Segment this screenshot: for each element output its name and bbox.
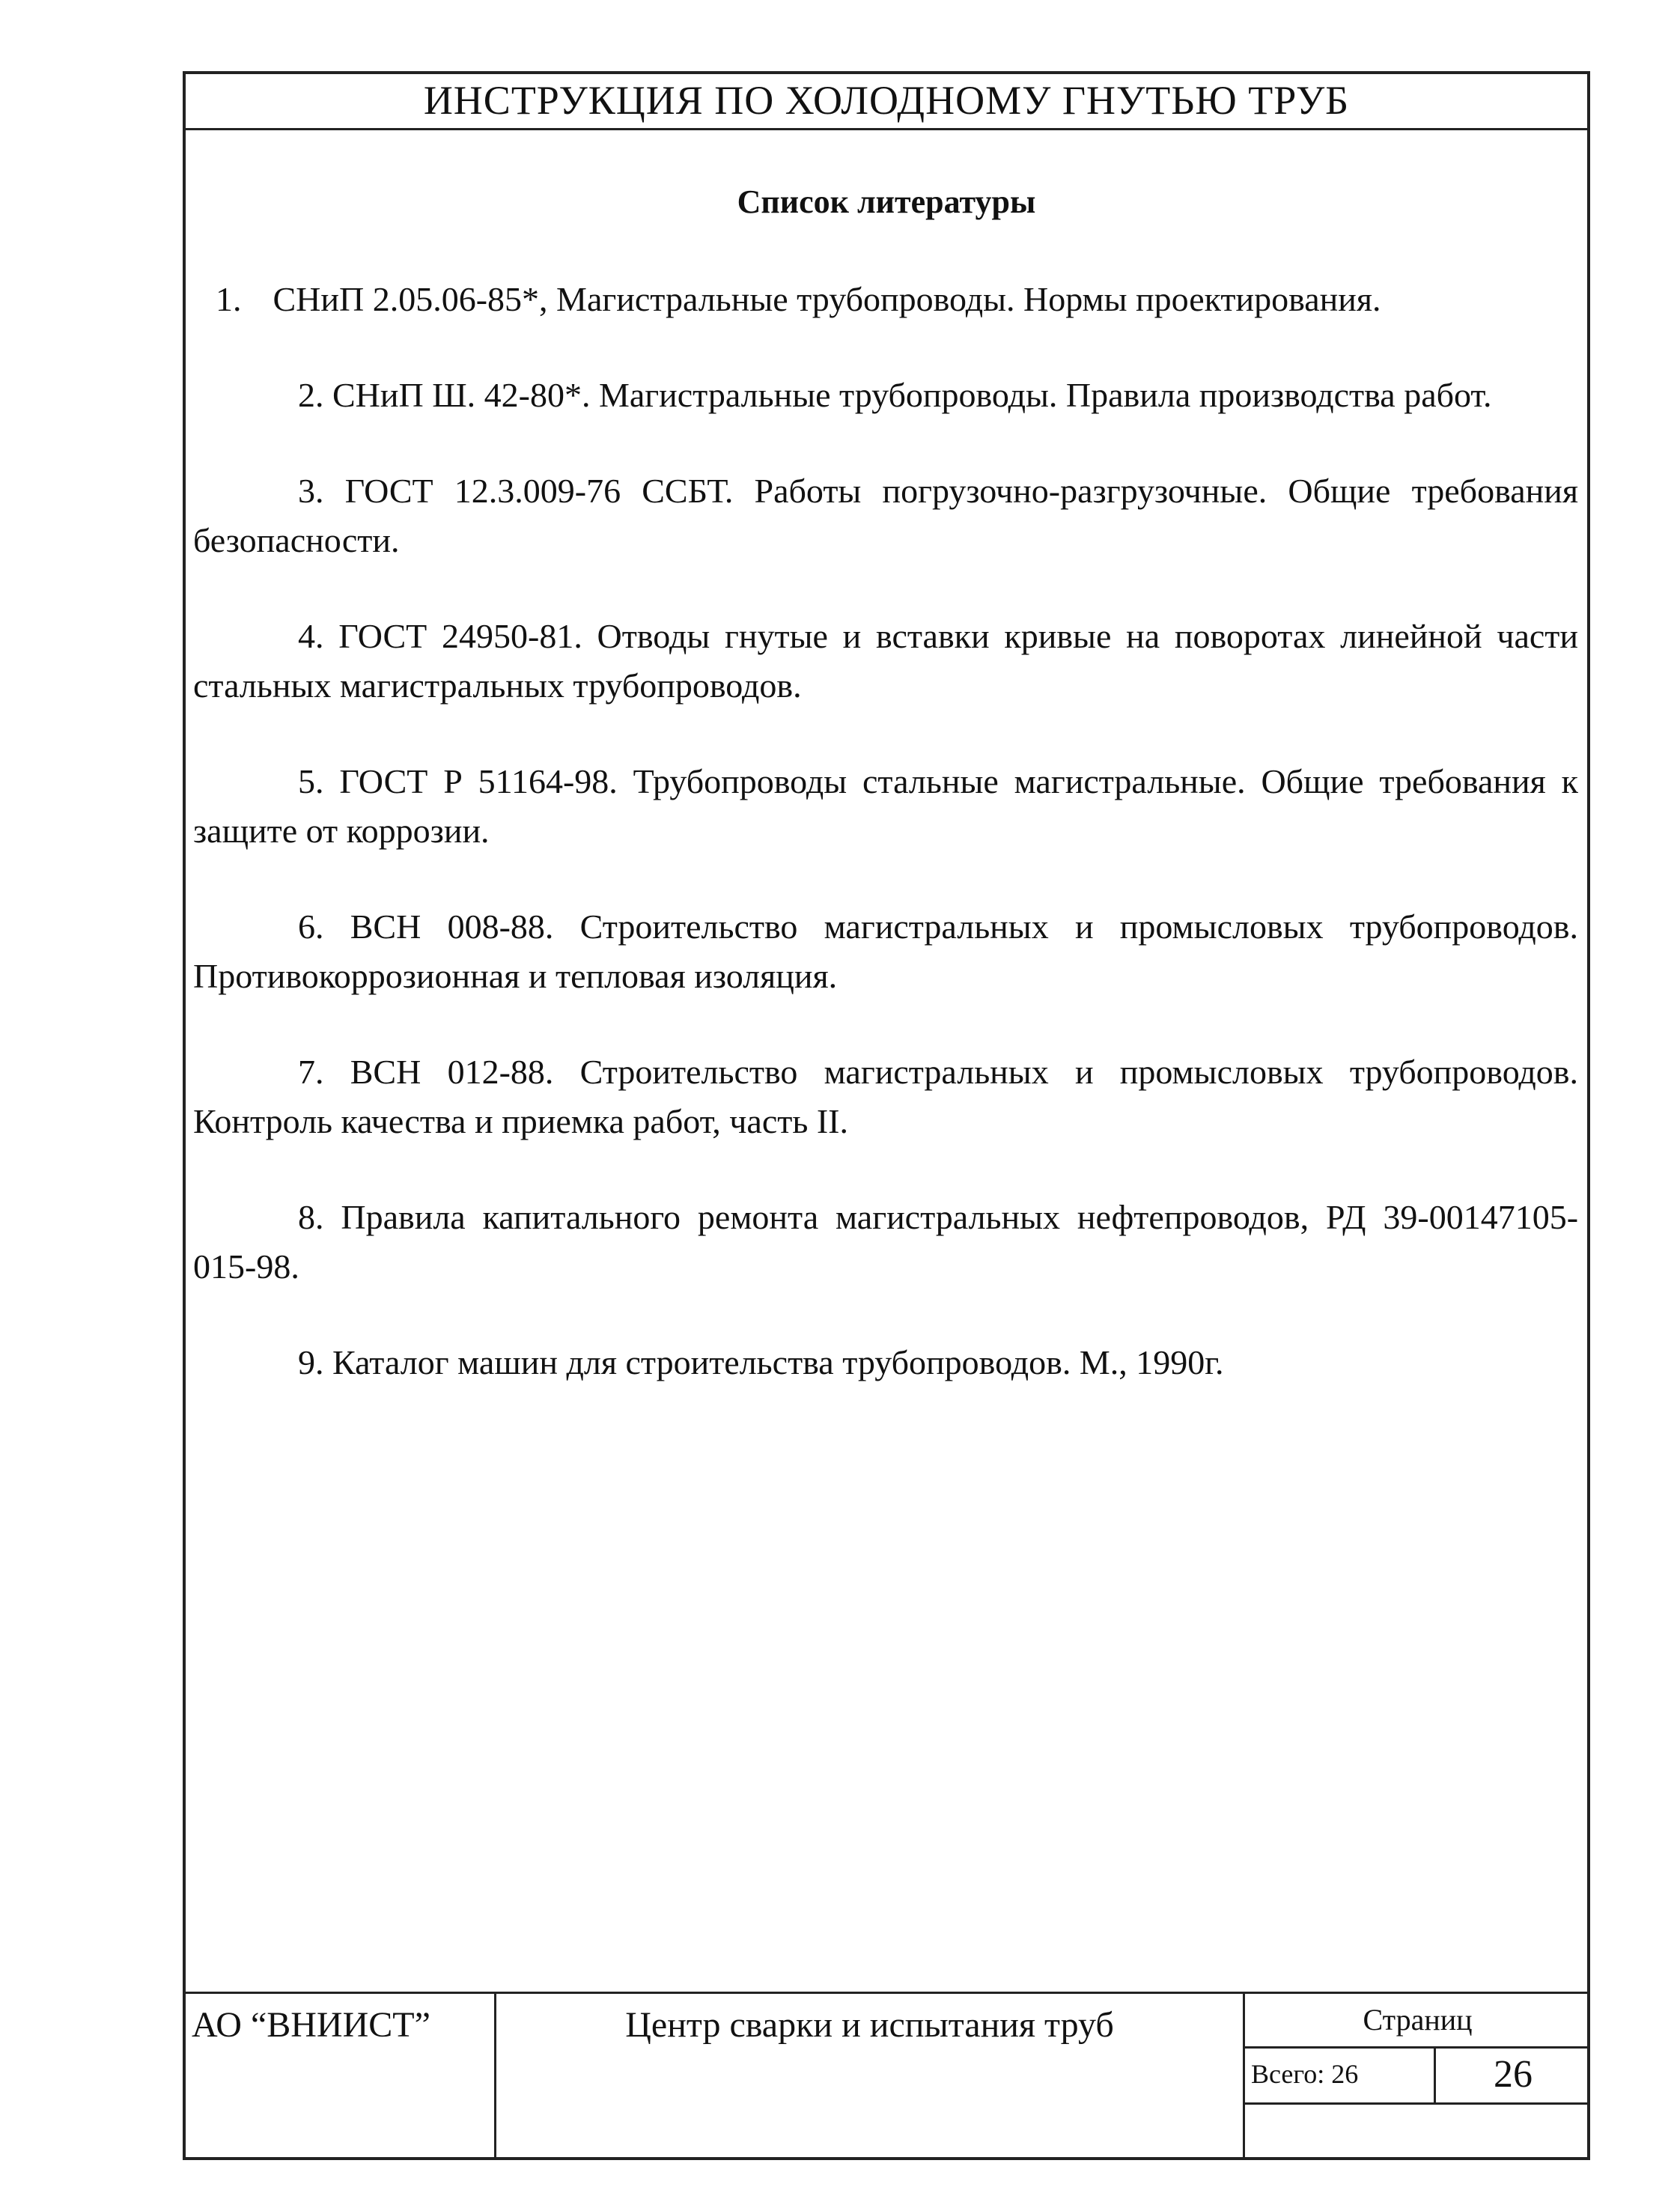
total-pages: Всего: 26 [1245, 2046, 1436, 2102]
section-title: Список литературы [737, 183, 1036, 220]
reference-text: ВСН 012-88. Строительство магистральных и промысловых трубопроводов. Контроль качества и приемка работ, часть II. [193, 1053, 1578, 1140]
reference-text: ГОСТ Р 51164-98. Трубопроводы стальные магистральные. Общие требования к защите от коррозии. [193, 762, 1578, 850]
reference-text: ГОСТ 12.3.009-76 ССБТ. Работы погрузочно-разгрузочные. Общие требования безопасности. [193, 472, 1578, 559]
reference-text: Правила капитального ремонта магистральных нефтепроводов, РД 39-00147105-015-98. [193, 1198, 1579, 1286]
reference-item [193, 1193, 1578, 1292]
divider [1245, 2102, 1590, 2105]
reference-number: 3. [298, 472, 324, 510]
reference-item [193, 902, 1578, 1001]
reference-number: 4. [298, 617, 324, 655]
reference-number: 7. [298, 1053, 324, 1091]
reference-list [193, 275, 1578, 1434]
title-block [186, 1992, 1587, 2157]
reference-number: 6. [298, 907, 324, 946]
reference-text: ВСН 008-88. Строительство магистральных и промысловых трубопроводов. Противокоррозионная и тепловая изоляция. [193, 907, 1578, 995]
reference-item [193, 757, 1578, 856]
reference-item [193, 371, 1578, 420]
document-header [186, 74, 1587, 130]
reference-text: Каталог машин для строительства трубопроводов. М., 1990г. [332, 1343, 1224, 1381]
reference-text: СНиП Ш. 42-80*. Магистральные трубопроводы. Правила производства работ. [332, 376, 1492, 414]
reference-item [193, 612, 1578, 711]
organization-name: АО “ВНИИСТ” [186, 1994, 496, 2157]
reference-text: СНиП 2.05.06-85*, Магистральные трубопроводы. Нормы проектирования. [273, 280, 1381, 318]
reference-number: 5. [298, 762, 324, 800]
reference-number: 8. [298, 1198, 324, 1236]
pages-label: Страниц [1245, 1994, 1590, 2049]
reference-item [193, 1338, 1578, 1387]
document-title: ИНСТРУКЦИЯ ПО ХОЛОДНОМУ ГНУТЬЮ ТРУБ [423, 78, 1350, 123]
reference-item [193, 466, 1578, 565]
reference-number: 9. [298, 1343, 324, 1381]
reference-number: 2. [298, 376, 324, 414]
reference-item [193, 1047, 1578, 1146]
reference-item: 1. СНиП 2.05.06-85*, Магистральные трубопроводы. Нормы проектирования. [216, 280, 1381, 318]
department-name: Центр сварки и испытания труб [496, 1994, 1245, 2157]
pages-block [1245, 1994, 1590, 2157]
reference-text: ГОСТ 24950-81. Отводы гнутые и вставки кривые на поворотах линейной части стальных магистральных трубопроводов. [193, 617, 1579, 705]
current-page: 26 [1494, 2053, 1533, 2096]
document-frame [183, 71, 1590, 2160]
